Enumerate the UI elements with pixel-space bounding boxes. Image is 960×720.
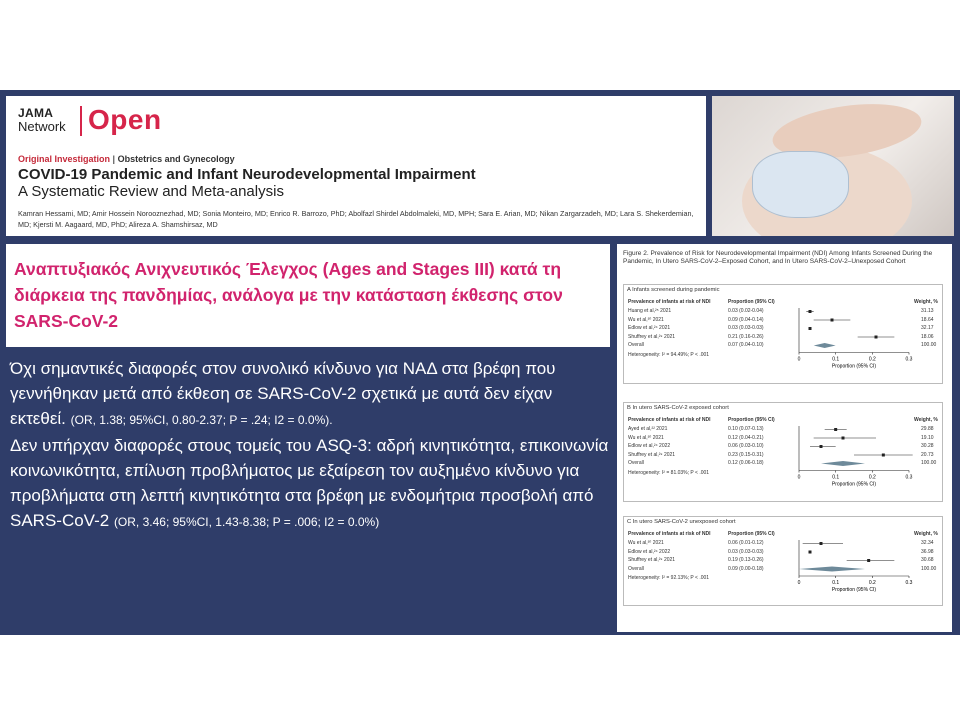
- paragraph-2-stats: (OR, 3.46; 95%CI, 1.43-8.38; P = .006; I2 = 0.0%): [113, 515, 380, 529]
- study-name: Wu et al,³⁰ 2021: [628, 540, 664, 546]
- column-header-weight: Weight, %: [914, 531, 938, 537]
- forest-plot-figure: [617, 244, 952, 632]
- x-tick-label: 0.3: [905, 356, 913, 363]
- study-weight: 36.98: [921, 548, 934, 555]
- article-title: COVID-19 Pandemic and Infant Neurodevelopmental Impairment: [18, 166, 476, 183]
- x-tick-label: 0: [797, 580, 801, 586]
- proportion-ci: 0.09 (0.00-0.18): [728, 565, 764, 572]
- x-tick-label: 0.2: [868, 580, 876, 586]
- x-tick-label: 0.2: [868, 356, 876, 363]
- proportion-ci: 0.03 (0.03-0.03): [728, 548, 764, 555]
- face-mask: [752, 151, 849, 218]
- point-estimate: [809, 327, 812, 330]
- study-weight: 32.17: [921, 325, 934, 331]
- proportion-ci: 0.03 (0.02-0.04): [728, 308, 764, 314]
- study-name: Wu et al,³⁰ 2021: [628, 316, 664, 323]
- point-estimate: [882, 454, 885, 457]
- point-estimate: [842, 437, 845, 440]
- study-weight: 29.88: [921, 426, 934, 432]
- proportion-ci: 0.06 (0.01-0.12): [728, 540, 764, 546]
- x-axis-label: Proportion (95% CI): [831, 363, 877, 370]
- point-estimate: [809, 310, 812, 313]
- point-estimate: [809, 551, 812, 554]
- study-weight: 30.28: [921, 443, 934, 449]
- study-weight: 18.06: [921, 333, 934, 340]
- infant-mask-photo: [712, 96, 954, 236]
- point-estimate: [834, 428, 837, 431]
- column-header-study: Prevalence of infants at risk of NDI: [628, 417, 711, 423]
- panel-label: C In utero SARS-CoV-2 unexposed cohort: [627, 519, 736, 525]
- study-name: Overall: [628, 460, 644, 466]
- slide-heading: Αναπτυξιακός Ανιχνευτικός Έλεγχος (Ages and Stages III) κατά τη διάρκεια της πανδημίας, ανάλογα με την κατάσταση έκθεσης στον SARS-CoV-2: [14, 259, 563, 331]
- slide-body: [10, 356, 610, 535]
- logo-network: Network: [18, 119, 66, 134]
- heterogeneity-stat: Heterogeneity: I² = 81.03%; P < .001: [628, 469, 710, 476]
- proportion-ci: 0.19 (0.13-0.26): [728, 557, 764, 563]
- column-header-study: Prevalence of infants at risk of NDI: [628, 531, 711, 537]
- x-tick-label: 0.1: [832, 580, 840, 586]
- overall-diamond: [799, 567, 865, 572]
- overall-diamond: [821, 461, 865, 466]
- proportion-ci: 0.12 (0.04-0.21): [728, 434, 764, 441]
- x-tick-label: 0.2: [868, 474, 876, 481]
- study-weight: 31.13: [921, 308, 934, 314]
- forest-plot-svg: [624, 403, 942, 501]
- article-header: [6, 96, 706, 236]
- proportion-ci: 0.09 (0.04-0.14): [728, 316, 764, 323]
- study-name: Ayed et al,²² 2021: [628, 426, 668, 432]
- point-estimate: [867, 559, 870, 562]
- article-authors: Kamran Hessami, MD; Amir Hossein Norooznezhad, MD; Sonia Monteiro, MD; Enrico R. Barrozo, PhD; Abolfazl Shirdel Abdolmaleki, MD, MPH; Sara E. Arian, MD; Nikan Zargarzadeh, MD; Lara S. Shekerdemian, MD; Kjersti M. Aagaard, MD, PhD; Alireza A. Shamshirsaz, MD: [18, 209, 694, 229]
- point-estimate: [820, 542, 823, 545]
- article-section: [18, 154, 235, 164]
- x-axis-label: Proportion (95% CI): [831, 481, 877, 488]
- column-header-proportion: Proportion (95% CI): [728, 531, 775, 537]
- forest-panel: [623, 402, 943, 502]
- column-header-study: Prevalence of infants at risk of NDI: [628, 299, 711, 305]
- study-name: Overall: [628, 565, 644, 572]
- jama-network-open-logo: [18, 104, 318, 144]
- study-weight: 18.64: [921, 316, 934, 323]
- section-type: Original Investigation: [18, 154, 111, 164]
- study-name: Shuffrey et al,²⁹ 2021: [628, 451, 676, 458]
- column-header-proportion: Proportion (95% CI): [728, 299, 775, 305]
- logo-divider: [80, 106, 82, 136]
- forest-panel: [623, 284, 943, 384]
- forest-panel: [623, 516, 943, 606]
- study-name: Wu et al,³⁰ 2021: [628, 434, 664, 441]
- paragraph-2: Δεν υπήρχαν διαφορές στους τομείς του ASQ-3: αδρή κινητικότητα, επικοινωνία κοινωνικότητα, επίλυση προβλήματος με εξαίρεση τον αυξημένο κίνδυνο για προβλήματα στη λεπτή κινητικότητα στα βρέφη με ενδομήτρια προσβολή από SARS-CoV-2: [10, 436, 609, 530]
- figure-title: Figure 2. Prevalence of Risk for Neurodevelopmental Impairment (NDI) Among Infants Screened During the Pandemic, In Utero SARS-CoV-2–Exposed Cohort, and In Utero SARS-CoV-2–Unexposed Cohort: [623, 250, 933, 265]
- proportion-ci: 0.12 (0.06-0.18): [728, 460, 764, 466]
- proportion-ci: 0.23 (0.15-0.31): [728, 451, 764, 458]
- x-axis-label: Proportion (95% CI): [831, 587, 877, 593]
- x-tick-label: 0.3: [905, 580, 913, 586]
- study-name: Overall: [628, 342, 644, 348]
- x-tick-label: 0: [797, 474, 801, 481]
- study-name: Huang et al,²⁵ 2021: [628, 308, 672, 314]
- heading-box: [6, 244, 610, 347]
- panel-label: B In utero SARS-CoV-2 exposed cohort: [627, 405, 729, 411]
- study-weight: 100.00: [921, 460, 937, 466]
- point-estimate: [875, 336, 878, 339]
- point-estimate: [831, 319, 834, 322]
- study-name: Edlow et al,²⁴ 2022: [628, 548, 671, 555]
- article-subtitle: A Systematic Review and Meta-analysis: [18, 183, 284, 200]
- study-name: Shuffrey et al,²⁹ 2021: [628, 557, 676, 563]
- proportion-ci: 0.21 (0.16-0.26): [728, 333, 764, 340]
- overall-diamond: [814, 343, 836, 348]
- study-weight: 100.00: [921, 565, 937, 572]
- paragraph-1: Όχι σημαντικές διαφορές στον συνολικό κίνδυνο για ΝΑΔ στα βρέφη που γεννήθηκαν μετά από έκθεση σε SARS-CoV-2 σχετικά με αυτά δεν είχαν εκτεθεί.: [10, 359, 556, 428]
- proportion-ci: 0.03 (0.03-0.03): [728, 325, 764, 331]
- study-name: Edlow et al,²⁴ 2021: [628, 325, 671, 331]
- x-tick-label: 0: [797, 356, 801, 363]
- panel-label: A Infants screened during pandemic: [627, 287, 720, 293]
- study-name: Edlow et al,²⁴ 2022: [628, 443, 671, 449]
- proportion-ci: 0.07 (0.04-0.10): [728, 342, 764, 348]
- proportion-ci: 0.06 (0.03-0.10): [728, 443, 764, 449]
- section-specialty: Obstetrics and Gynecology: [117, 154, 235, 164]
- column-header-weight: Weight, %: [914, 299, 938, 305]
- logo-open: Open: [88, 104, 162, 135]
- x-tick-label: 0.3: [905, 474, 913, 481]
- study-weight: 19.10: [921, 434, 934, 441]
- x-tick-label: 0.1: [832, 356, 840, 363]
- study-weight: 100.00: [921, 342, 937, 348]
- study-weight: 32.34: [921, 540, 934, 546]
- section-separator: |: [112, 154, 116, 164]
- study-weight: 20.73: [921, 451, 934, 458]
- logo-jama: JAMA: [18, 106, 54, 120]
- paragraph-1-stats: (OR, 1.38; 95%CI, 0.80-2.37; P = .24; I2 = 0.0%).: [70, 413, 333, 427]
- forest-plot-svg: [624, 285, 942, 383]
- forest-plot-svg: [624, 517, 942, 605]
- study-weight: 30.68: [921, 557, 934, 563]
- study-name: Shuffrey et al,²⁹ 2021: [628, 333, 676, 340]
- point-estimate: [820, 445, 823, 448]
- heterogeneity-stat: Heterogeneity: I² = 94.49%; P < .001: [628, 351, 710, 358]
- proportion-ci: 0.10 (0.07-0.13): [728, 426, 764, 432]
- column-header-proportion: Proportion (95% CI): [728, 417, 775, 423]
- column-header-weight: Weight, %: [914, 417, 938, 423]
- heterogeneity-stat: Heterogeneity: I² = 92.13%; P < .001: [628, 575, 710, 581]
- x-tick-label: 0.1: [832, 474, 840, 481]
